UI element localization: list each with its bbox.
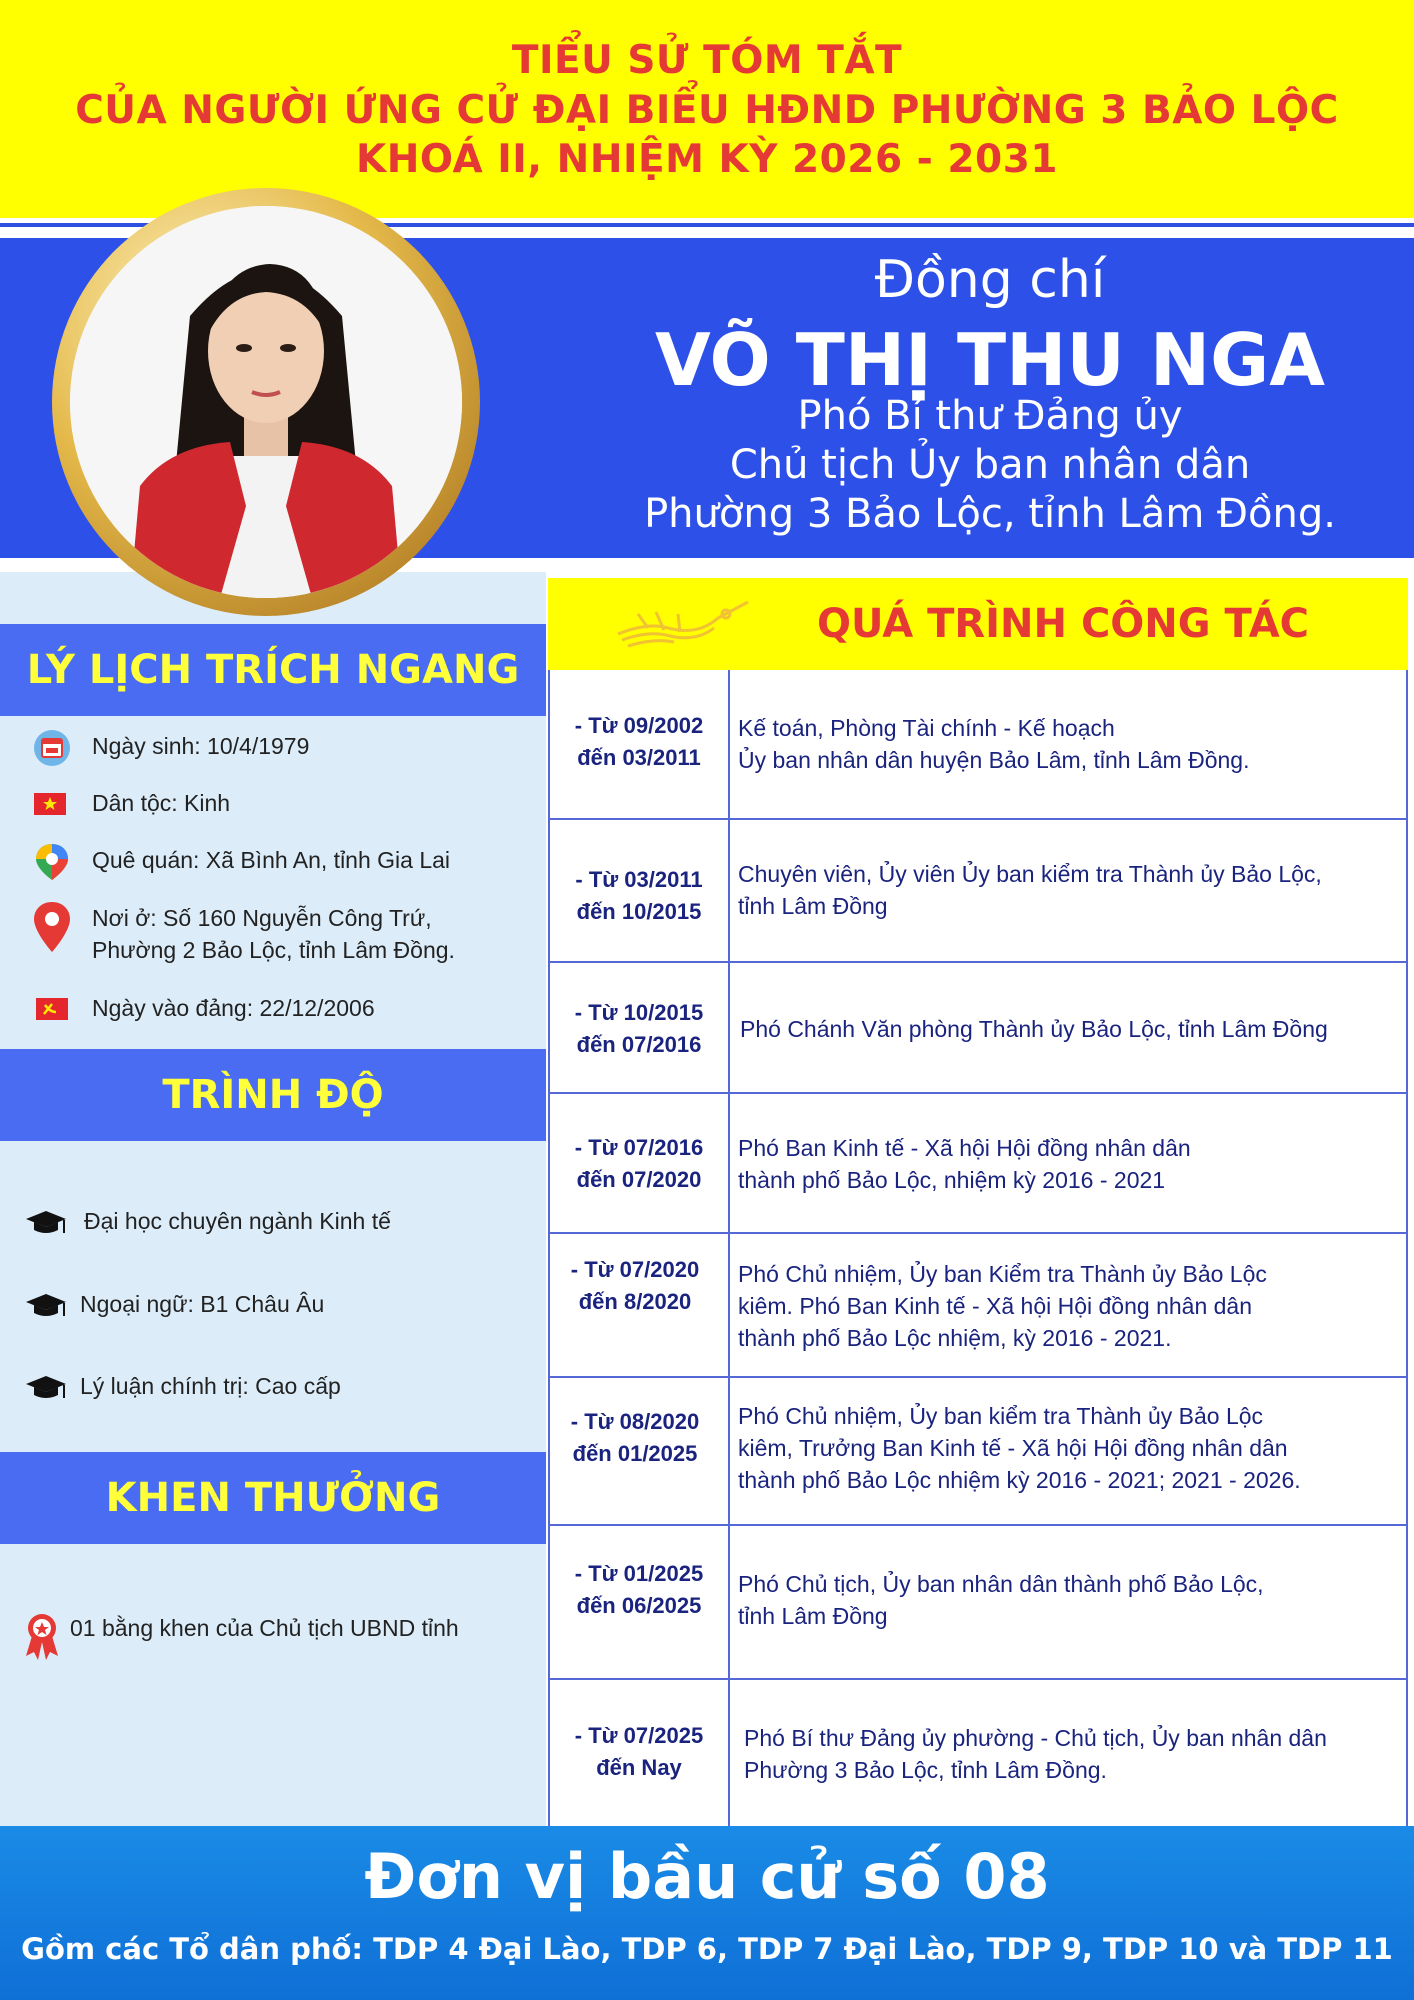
- table-row: [550, 820, 1406, 963]
- electoral-unit-title: Đơn vị bầu cử số 08: [364, 1840, 1050, 1913]
- table-row: [550, 670, 1406, 820]
- bio-ethnicity-text: Dân tộc: Kinh: [92, 790, 231, 816]
- table-row: [550, 963, 1406, 1094]
- graduation-cap-icon: [24, 1368, 68, 1408]
- header-title-line2: CỦA NGƯỜI ỨNG CỬ ĐẠI BIỂU HĐND PHƯỜNG 3 BẢO LỘC: [75, 88, 1339, 133]
- career-desc-line: thành phố Bảo Lộc nhiệm, kỳ 2016 - 2021.: [738, 1325, 1172, 1351]
- table-row: [550, 1234, 1406, 1378]
- career-period-to: đến 07/2020: [576, 1167, 702, 1192]
- career-section-header: [548, 578, 1408, 670]
- career-period-to: đến 07/2016: [576, 1032, 702, 1057]
- electoral-unit-groups: Gồm các Tổ dân phố: TDP 4 Đại Lào, TDP 6, TDP 7 Đại Lào, TDP 9, TDP 10 và TDP 11: [21, 1932, 1393, 1966]
- career-desc-line: tỉnh Lâm Đồng: [738, 1603, 888, 1629]
- candidate-position-line3: Phường 3 Bảo Lộc, tỉnh Lâm Đồng.: [644, 491, 1336, 537]
- bio-hometown-text: Quê quán: Xã Bình An, tỉnh Gia Lai: [92, 847, 451, 873]
- career-desc-line: Chuyên viên, Ủy viên Ủy ban kiểm tra Thành ủy Bảo Lộc,: [738, 861, 1322, 887]
- table-row: [550, 1680, 1406, 1826]
- bio-birthdate-text: Ngày sinh: 10/4/1979: [92, 733, 310, 759]
- candidate-name: VÕ THỊ THU NGA: [655, 318, 1325, 402]
- bio-party-date-text: Ngày vào đảng: 22/12/2006: [92, 995, 375, 1021]
- education-section-title: TRÌNH ĐỘ: [0, 1049, 546, 1141]
- education-degree-text: Đại học chuyên ngành Kinh tế: [84, 1208, 391, 1234]
- career-desc-line: Kế toán, Phòng Tài chính - Kế hoạch: [738, 715, 1115, 741]
- education-language-text: Ngoại ngữ: B1 Châu Âu: [80, 1291, 325, 1317]
- career-desc-line: Phường 3 Bảo Lộc, tỉnh Lâm Đồng.: [744, 1757, 1107, 1783]
- career-period-to: đến 10/2015: [576, 899, 702, 924]
- career-desc-line: kiêm. Phó Ban Kinh tế - Xã hội Hội đồng nhân dân: [738, 1293, 1253, 1319]
- awards-section-title: KHEN THƯỞNG: [0, 1452, 546, 1544]
- career-desc-line: Phó Chủ tịch, Ủy ban nhân dân thành phố Bảo Lộc,: [738, 1571, 1264, 1597]
- map-pin-icon: [30, 842, 74, 882]
- career-period-to: đến Nay: [596, 1755, 682, 1780]
- career-period-from: - Từ 08/2020: [570, 1409, 700, 1434]
- candidate-salutation: Đồng chí: [874, 250, 1106, 310]
- bio-residence-line1: Nơi ở: Số 160 Nguyễn Công Trứ,: [92, 905, 432, 931]
- header-banner: [0, 0, 1414, 218]
- career-desc-line: Phó Chánh Văn phòng Thành ủy Bảo Lộc, tỉnh Lâm Đồng: [740, 1016, 1328, 1042]
- career-desc-line: Ủy ban nhân dân huyện Bảo Lâm, tỉnh Lâm Đồng.: [738, 747, 1250, 773]
- career-period-from: - Từ 07/2020: [570, 1257, 700, 1282]
- career-desc-line: thành phố Bảo Lộc, nhiệm kỳ 2016 - 2021: [738, 1167, 1166, 1193]
- career-period-to: đến 03/2011: [577, 745, 701, 770]
- calendar-icon: [30, 728, 74, 768]
- graduation-cap-icon: [24, 1286, 68, 1326]
- career-period-to: đến 06/2025: [576, 1593, 702, 1618]
- table-row: [550, 1094, 1406, 1234]
- career-period-from: - Từ 07/2016: [574, 1135, 704, 1160]
- footer-banner: [0, 1826, 1414, 2000]
- candidate-position-line1: Phó Bí thư Đảng ủy: [797, 393, 1183, 439]
- career-desc-line: Phó Bí thư Đảng ủy phường - Chủ tịch, Ủy ban nhân dân: [744, 1725, 1327, 1751]
- table-row: [550, 1526, 1406, 1680]
- party-flag-icon: [30, 990, 74, 1030]
- header-title-line1: TIỂU SỬ TÓM TẮT: [511, 38, 903, 83]
- candidate-portrait: [70, 206, 462, 598]
- location-icon: [30, 900, 74, 956]
- career-desc-line: Phó Chủ nhiệm, Ủy ban kiểm tra Thành ủy Bảo Lộc: [738, 1403, 1264, 1429]
- career-period-from: - Từ 01/2025: [574, 1561, 704, 1586]
- career-period-from: - Từ 07/2025: [574, 1723, 704, 1748]
- career-desc-line: thành phố Bảo Lộc nhiệm kỳ 2016 - 2021; 2021 - 2026.: [738, 1467, 1301, 1493]
- career-period-to: đến 8/2020: [578, 1289, 692, 1314]
- bio-residence-line2: Phường 2 Bảo Lộc, tỉnh Lâm Đồng.: [92, 937, 455, 963]
- career-period-from: - Từ 03/2011: [575, 867, 703, 892]
- graduation-cap-icon: [24, 1203, 68, 1243]
- career-desc-line: Phó Chủ nhiệm, Ủy ban Kiểm tra Thành ủy Bảo Lộc: [738, 1261, 1267, 1287]
- career-period-from: - Từ 10/2015: [574, 1000, 704, 1025]
- award-text: 01 bằng khen của Chủ tịch UBND tỉnh: [70, 1615, 459, 1641]
- career-section-title: QUÁ TRÌNH CÔNG TÁC: [816, 601, 1310, 647]
- table-row: [550, 1378, 1406, 1526]
- career-table: [548, 670, 1408, 1826]
- award-ribbon-icon: [20, 1610, 64, 1662]
- career-desc-line: kiêm, Trưởng Ban Kinh tế - Xã hội Hội đồng nhân dân: [738, 1435, 1288, 1461]
- career-desc-line: tỉnh Lâm Đồng: [738, 893, 888, 919]
- candidate-position-line2: Chủ tịch Ủy ban nhân dân: [729, 442, 1251, 488]
- career-period-from: - Từ 09/2002: [574, 713, 704, 738]
- header-title-line3: KHOÁ II, NHIỆM KỲ 2026 - 2031: [356, 137, 1058, 182]
- education-politics-text: Lý luận chính trị: Cao cấp: [80, 1373, 341, 1399]
- career-period-to: đến 01/2025: [572, 1441, 698, 1466]
- vietnam-flag-icon: [30, 785, 74, 825]
- career-desc-line: Phó Ban Kinh tế - Xã hội Hội đồng nhân dân: [738, 1135, 1191, 1161]
- bio-section-title: LÝ LỊCH TRÍCH NGANG: [0, 624, 546, 716]
